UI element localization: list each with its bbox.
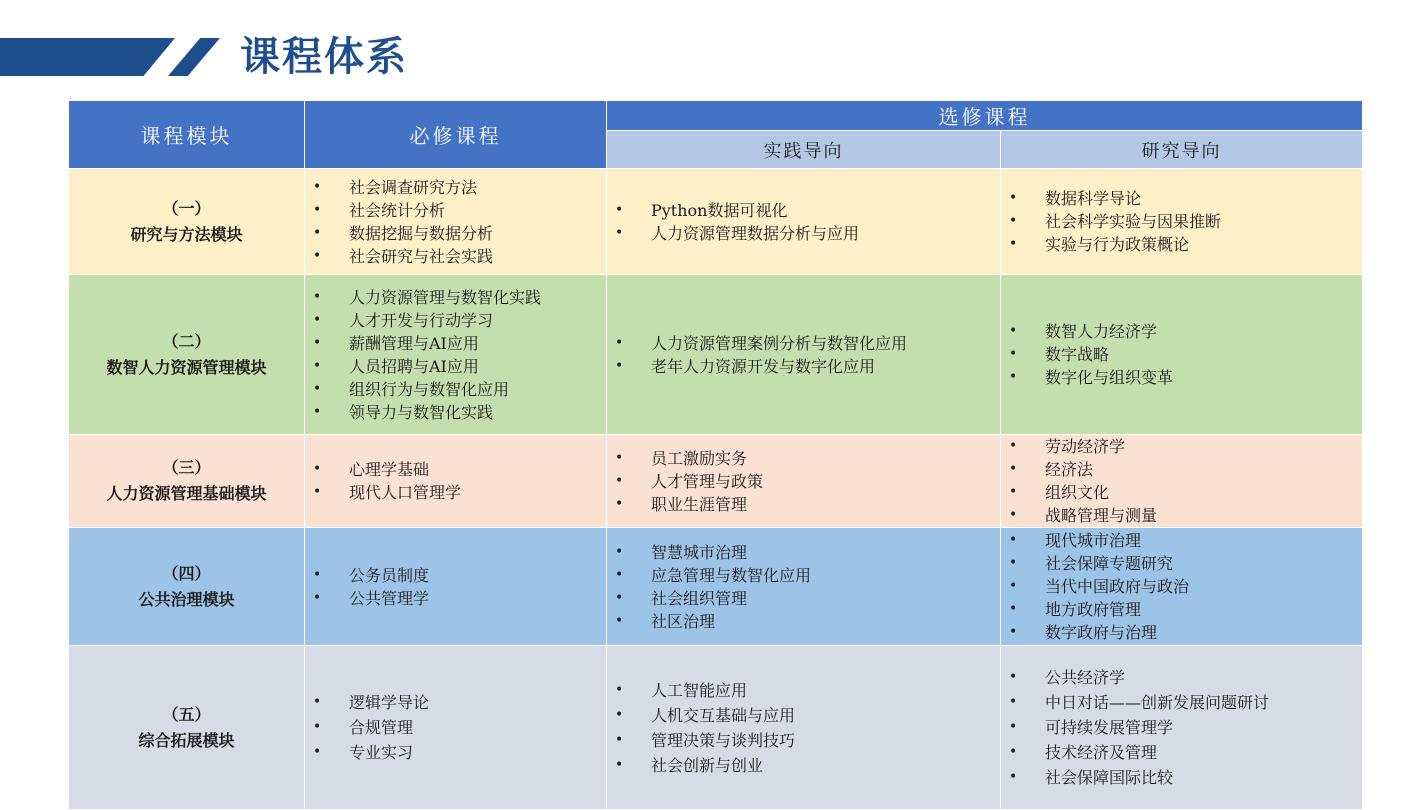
course-item: • 战略管理与测量 [1005,504,1362,527]
table-row [69,528,1363,646]
research-cell [1001,646,1363,810]
course-item: • 老年人力资源开发与数字化应用 [611,355,1000,378]
required-cell [305,528,607,646]
course-item: • 人才管理与政策 [611,470,1000,493]
course-item: • 社会研究与社会实践 [309,245,606,268]
course-item: • 社会保障专题研究 [1005,552,1362,575]
required-cell [305,275,607,435]
practice-cell [607,169,1001,275]
course-item: • 员工激励实务 [611,447,1000,470]
module-number: （二） [162,331,211,351]
module-name: 人力资源管理基础模块 [106,484,267,503]
required-cell [305,169,607,275]
course-item: • 公共管理学 [309,587,606,610]
course-item: • 数字化与组织变革 [1005,366,1362,389]
module-name: 公共治理模块 [138,589,235,609]
module-name: 研究与方法模块 [130,224,243,244]
course-item: • 心理学基础 [309,458,606,481]
practice-cell [607,528,1001,646]
page-title: 课程体系 [240,34,408,80]
curriculum-table [68,100,1363,810]
header-research: 研究导向 [1001,131,1363,169]
header-elective: 选修课程 [607,101,1363,131]
practice-cell [607,646,1001,810]
module-number: （一） [162,198,211,218]
header-module: 课程模块 [69,101,305,169]
header-practice: 实践导向 [607,131,1001,169]
course-item: • 经济法 [1005,458,1362,481]
course-item: • 组织文化 [1005,481,1362,504]
table-row [69,275,1363,435]
course-item: • 人才开发与行动学习 [309,309,606,332]
course-item: • Python数据可视化 [611,199,1000,222]
course-item: • 社会组织管理 [611,587,1000,610]
practice-cell [607,275,1001,435]
course-item: • 数字战略 [1005,343,1362,366]
course-item: • 数字政府与治理 [1005,621,1362,644]
course-item: • 社会统计分析 [309,199,606,222]
course-item: • 人工智能应用 [611,678,1000,703]
course-item: • 应急管理与数智化应用 [611,564,1000,587]
research-cell [1001,275,1363,435]
course-item: • 逻辑学导论 [309,690,606,715]
course-item: • 公共经济学 [1005,665,1362,690]
title-decor-bar [0,38,175,76]
module-cell [69,435,305,528]
table-row [69,169,1363,275]
table-row [69,435,1363,528]
course-item: • 劳动经济学 [1005,435,1362,458]
course-item: • 社会保障国际比较 [1005,765,1362,790]
course-item: • 人力资源管理与数智化实践 [309,286,606,309]
title-decor-slash [168,38,220,76]
course-item: • 组织行为与数智化应用 [309,378,606,401]
required-cell [305,646,607,810]
research-cell [1001,435,1363,528]
module-cell [69,169,305,275]
course-item: • 人力资源管理案例分析与数智化应用 [611,332,1000,355]
course-item: • 社区治理 [611,610,1000,633]
course-item: • 职业生涯管理 [611,493,1000,516]
course-item: • 社会科学实验与因果推断 [1005,210,1362,233]
course-item: • 公务员制度 [309,564,606,587]
module-name: 数智人力资源管理模块 [106,357,267,377]
course-item: • 薪酬管理与AI应用 [309,332,606,355]
course-item: • 数据科学导论 [1005,187,1362,210]
course-item: • 数据挖掘与数据分析 [309,222,606,245]
module-cell [69,528,305,646]
course-item: • 数智人力经济学 [1005,320,1362,343]
required-cell [305,435,607,528]
title-bar [0,0,1418,100]
course-item: • 社会调查研究方法 [309,176,606,199]
course-item: • 技术经济及管理 [1005,740,1362,765]
module-cell [69,646,305,810]
research-cell [1001,169,1363,275]
research-cell [1001,528,1363,646]
table-row [69,646,1363,810]
module-number: （四） [162,563,211,583]
course-item: • 当代中国政府与政治 [1005,575,1362,598]
course-item: • 现代城市治理 [1005,529,1362,552]
course-item: • 现代人口管理学 [309,481,606,504]
course-item: • 人力资源管理数据分析与应用 [611,222,1000,245]
course-item: • 人机交互基础与应用 [611,703,1000,728]
course-item: • 智慧城市治理 [611,541,1000,564]
course-item: • 领导力与数智化实践 [309,401,606,424]
course-item: • 中日对话——创新发展问题研讨 [1005,690,1362,715]
course-item: • 社会创新与创业 [611,753,1000,778]
course-item: • 管理决策与谈判技巧 [611,728,1000,753]
course-item: • 实验与行为政策概论 [1005,233,1362,256]
module-name: 综合拓展模块 [138,730,235,750]
course-item: • 人员招聘与AI应用 [309,355,606,378]
course-item: • 合规管理 [309,715,606,740]
course-item: • 地方政府管理 [1005,598,1362,621]
course-item: • 专业实习 [309,740,606,765]
module-number: （五） [162,704,211,724]
header-required: 必修课程 [305,101,607,169]
module-number: （三） [162,458,211,477]
practice-cell [607,435,1001,528]
course-item: • 可持续发展管理学 [1005,715,1362,740]
module-cell [69,275,305,435]
